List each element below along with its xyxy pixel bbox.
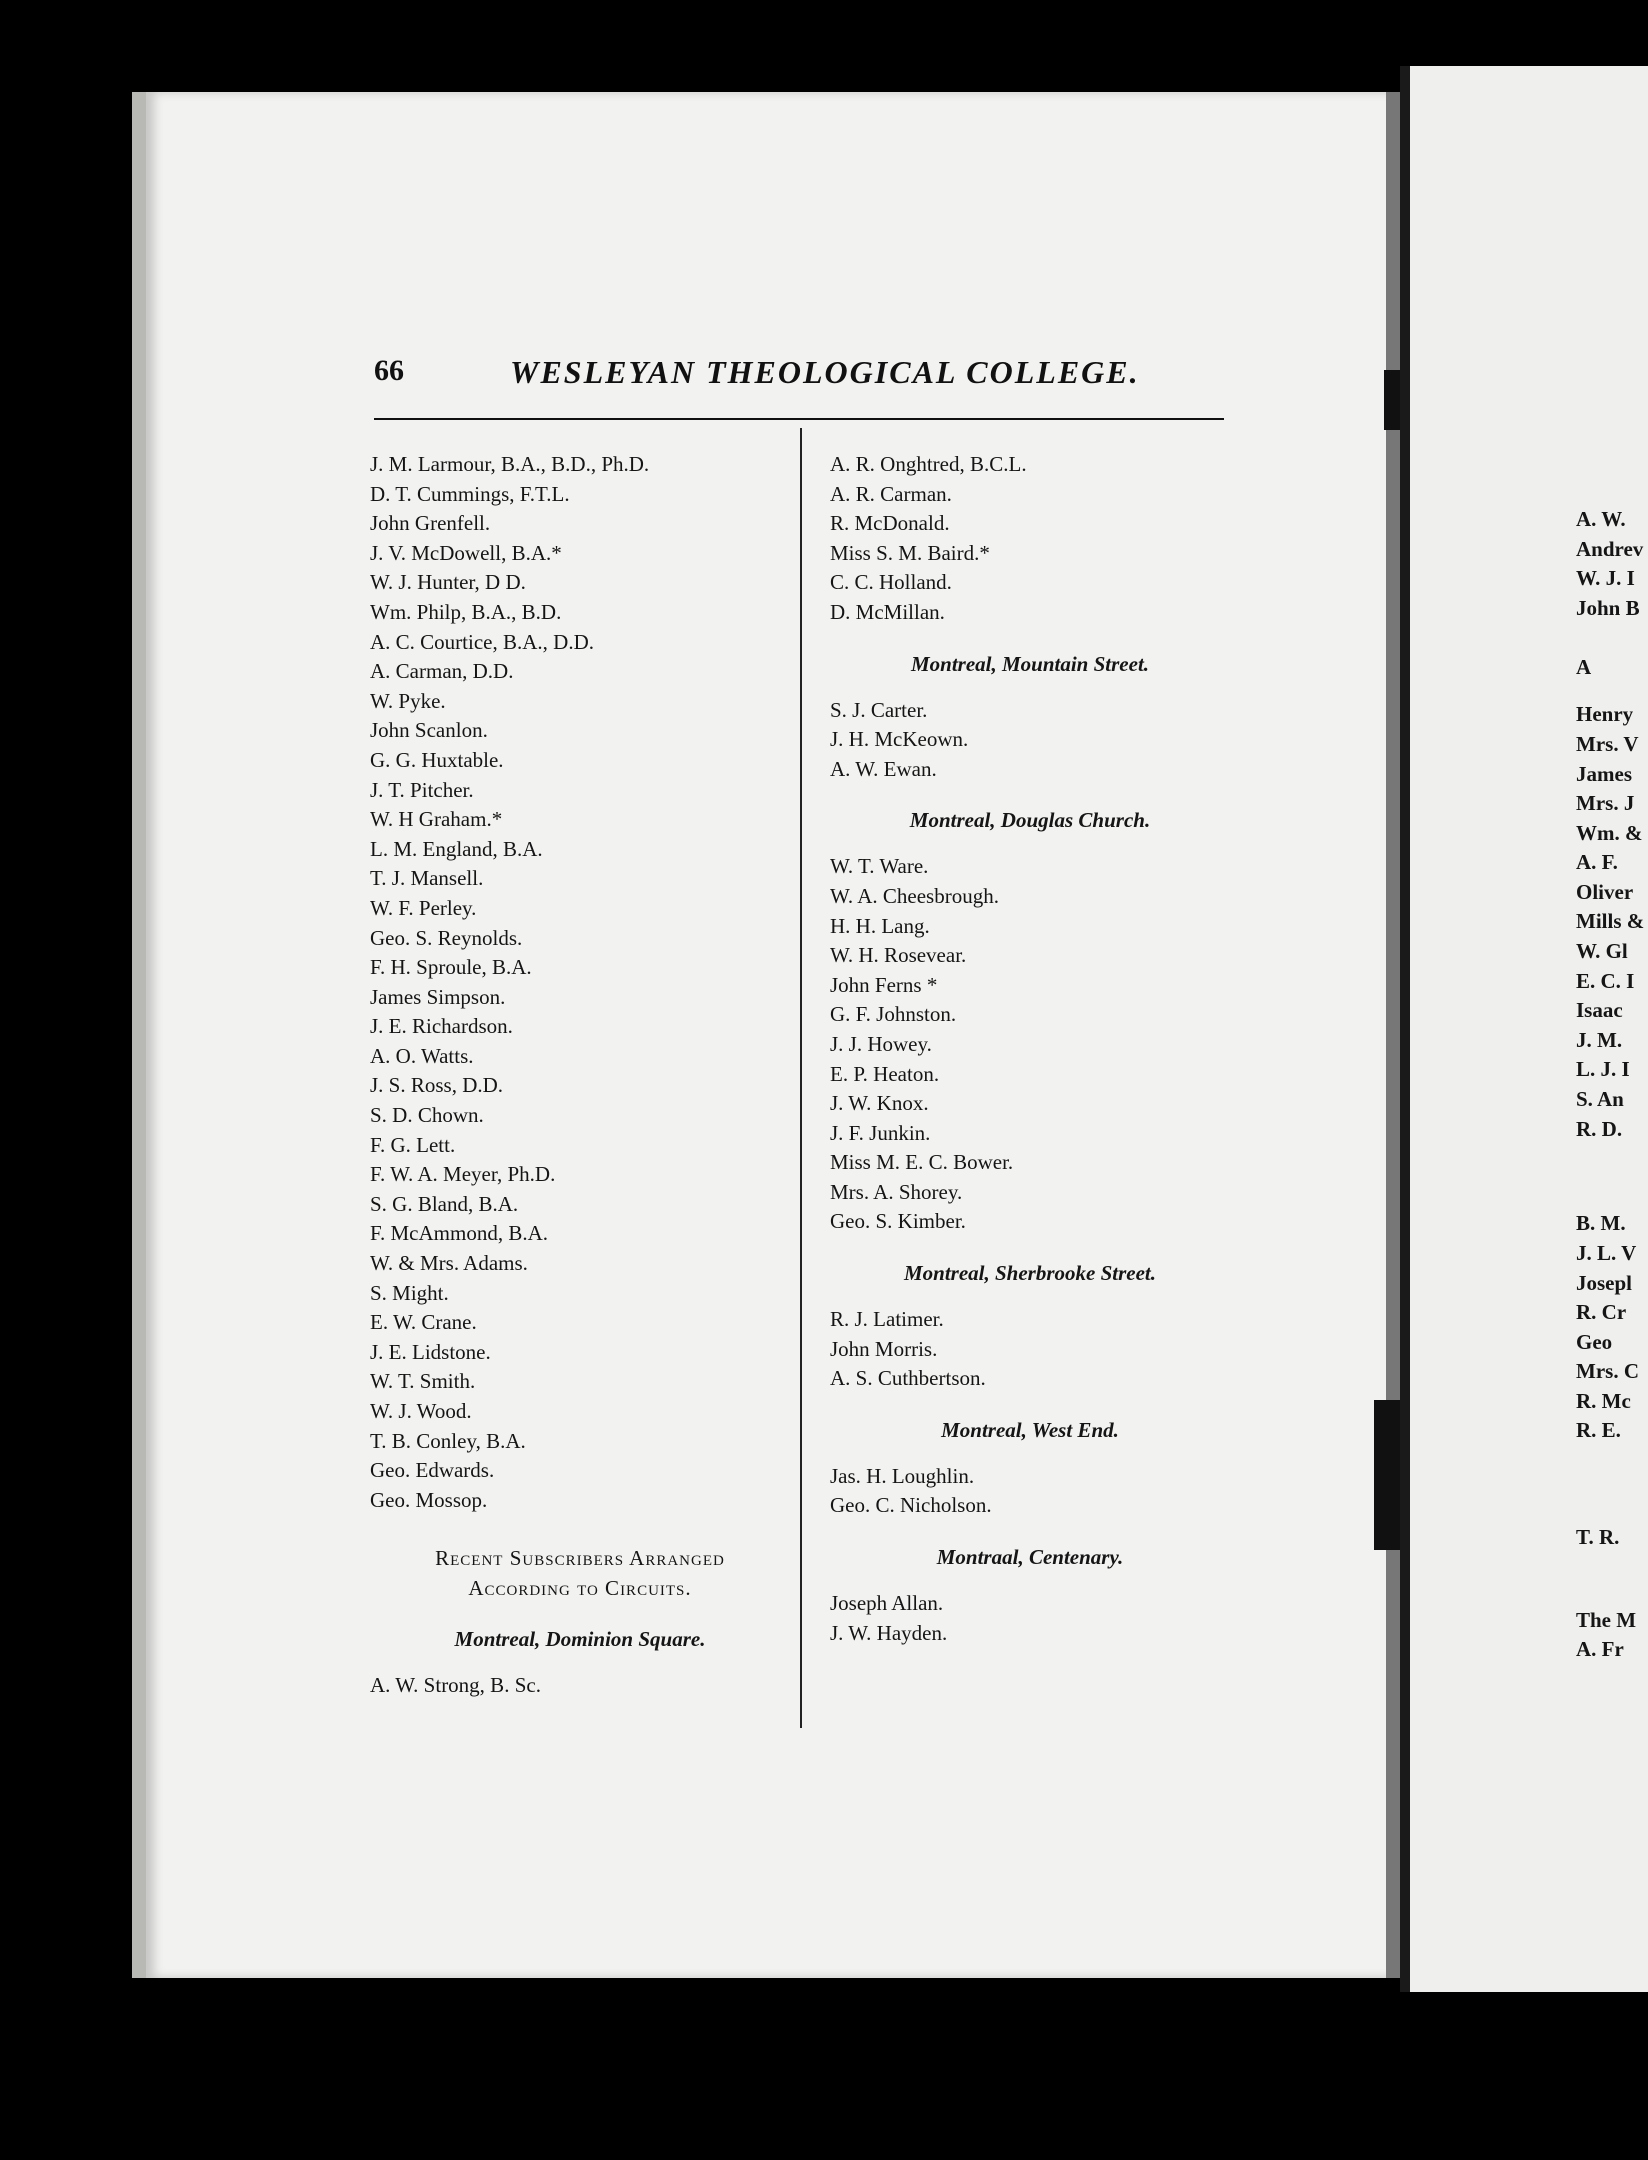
subscriber-name: A. O. Watts. bbox=[370, 1043, 474, 1068]
subscriber-name: Miss S. M. Baird.* bbox=[830, 540, 990, 565]
subscriber-name: J. F. Junkin. bbox=[830, 1120, 931, 1145]
facing-page-fragment: Mills & bbox=[1576, 909, 1645, 934]
subscriber-name: Geo. S. Kimber. bbox=[830, 1209, 966, 1234]
subscriber-name: W. H Graham.* bbox=[370, 807, 503, 832]
right-column bbox=[830, 450, 1230, 1648]
facing-page-fragment: B. M. bbox=[1576, 1211, 1626, 1236]
facing-page-fragment: Mrs. V bbox=[1576, 731, 1639, 756]
subscriber-name: T. B. Conley, B.A. bbox=[370, 1428, 526, 1453]
circuit-heading-centenary: Montraal, Centenary. bbox=[936, 1545, 1124, 1570]
subscriber-name: L. M. England, B.A. bbox=[370, 836, 543, 861]
circuit-list bbox=[370, 1671, 770, 1701]
facing-page-fragment: R. E. bbox=[1576, 1418, 1621, 1443]
section-heading bbox=[370, 1543, 790, 1603]
subscriber-name: A. C. Courtice, B.A., D.D. bbox=[370, 629, 594, 654]
subscriber-list bbox=[370, 450, 770, 1515]
subscriber-name: J. H. McKeown. bbox=[830, 727, 969, 752]
subscriber-name: A. S. Cuthbertson. bbox=[830, 1366, 986, 1391]
subscriber-name: J. W. Hayden. bbox=[830, 1620, 948, 1645]
facing-page-fragment: John B bbox=[1576, 595, 1640, 620]
facing-page-fragment: Mrs. J bbox=[1576, 791, 1635, 816]
subscriber-name: John Ferns * bbox=[830, 972, 938, 997]
facing-page-fragment: Oliver bbox=[1576, 879, 1634, 904]
subscriber-name: W. H. Rosevear. bbox=[830, 943, 967, 968]
subscriber-name: W. & Mrs. Adams. bbox=[370, 1251, 528, 1276]
subscriber-name: Geo. Mossop. bbox=[370, 1487, 488, 1512]
facing-page-fragment: Andrev bbox=[1576, 536, 1644, 561]
subscriber-name: Geo. Edwards. bbox=[370, 1458, 495, 1483]
subscriber-name: S. D. Chown. bbox=[370, 1103, 484, 1128]
subscriber-name: D. T. Cummings, F.T.L. bbox=[370, 481, 570, 506]
subscriber-name: W. F. Perley. bbox=[370, 895, 477, 920]
subscriber-name: W. T. Ware. bbox=[830, 854, 929, 879]
subscriber-name: A. W. Strong, B. Sc. bbox=[370, 1673, 541, 1698]
subscriber-name: D. McMillan. bbox=[830, 599, 945, 624]
subscriber-name: J. E. Lidstone. bbox=[370, 1339, 491, 1364]
subscriber-name: E. W. Crane. bbox=[370, 1310, 477, 1335]
subscriber-name: W. J. Hunter, D D. bbox=[370, 570, 526, 595]
subscriber-name: Joseph Allan. bbox=[830, 1591, 944, 1616]
facing-page-fragment: L. J. I bbox=[1576, 1057, 1630, 1082]
subscriber-name: A. Carman, D.D. bbox=[370, 659, 514, 684]
subscriber-name: John Scanlon. bbox=[370, 718, 488, 743]
subscriber-name: J. J. Howey. bbox=[830, 1031, 932, 1056]
facing-page-fragment: Isaac bbox=[1576, 998, 1623, 1023]
subscriber-name: F. G. Lett. bbox=[370, 1132, 456, 1157]
facing-page-fragment: Henry bbox=[1576, 702, 1634, 727]
subscriber-name: J. M. Larmour, B.A., B.D., Ph.D. bbox=[370, 452, 650, 476]
subscriber-name: James Simpson. bbox=[370, 984, 506, 1009]
circuit-heading-douglas: Montreal, Douglas Church. bbox=[909, 808, 1151, 833]
subscriber-name: W. A. Cheesbrough. bbox=[830, 883, 999, 908]
subscriber-name: S. Might. bbox=[370, 1280, 449, 1305]
header-rule bbox=[374, 418, 1224, 420]
subscriber-name: W. T. Smith. bbox=[370, 1369, 476, 1394]
subscriber-name: John Grenfell. bbox=[370, 511, 491, 536]
subscriber-name: J. S. Ross, D.D. bbox=[370, 1073, 504, 1098]
circuit-heading-sherbrooke: Montreal, Sherbrooke Street. bbox=[903, 1261, 1157, 1286]
facing-page-fragment: A bbox=[1576, 654, 1592, 679]
circuit-list bbox=[830, 696, 1230, 785]
facing-page-text bbox=[1576, 505, 1644, 1665]
facing-page-fragment: J. M. bbox=[1576, 1027, 1623, 1052]
circuit-list bbox=[830, 1589, 1230, 1648]
subscriber-name: Geo. S. Reynolds. bbox=[370, 925, 523, 950]
facing-page-fragment: Mrs. C bbox=[1576, 1359, 1639, 1384]
circuit-heading-westend: Montreal, West End. bbox=[941, 1417, 1119, 1442]
subscriber-name: C. C. Holland. bbox=[830, 570, 952, 595]
subscriber-name: Wm. Philp, B.A., B.D. bbox=[370, 599, 562, 624]
page-number: 66 bbox=[374, 354, 404, 387]
subscriber-name: Jas. H. Loughlin. bbox=[830, 1463, 975, 1488]
running-title: WESLEYAN THEOLOGICAL COLLEGE. bbox=[510, 354, 1140, 390]
circuit-list bbox=[830, 1462, 1230, 1521]
circuit-heading-mountain: Montreal, Mountain Street. bbox=[910, 651, 1150, 676]
subscriber-name: J. T. Pitcher. bbox=[370, 777, 474, 802]
subscriber-name: R. McDonald. bbox=[830, 511, 950, 536]
subscriber-name: E. P. Heaton. bbox=[830, 1061, 940, 1086]
subscriber-name: H. H. Lang. bbox=[830, 913, 930, 938]
facing-page-fragment: R. Cr bbox=[1576, 1300, 1627, 1325]
subscriber-name: John Morris. bbox=[830, 1336, 938, 1361]
subscriber-name: G. F. Johnston. bbox=[830, 1002, 957, 1027]
subscriber-name: T. J. Mansell. bbox=[370, 866, 484, 891]
facing-page-fragment: A. F. bbox=[1576, 850, 1618, 875]
subscriber-name: F. H. Sproule, B.A. bbox=[370, 955, 532, 980]
page-header bbox=[374, 354, 1224, 404]
subscriber-name: R. J. Latimer. bbox=[830, 1307, 944, 1332]
facing-page-fragment: E. C. I bbox=[1576, 968, 1635, 993]
facing-page-fragment: J. L. V bbox=[1576, 1240, 1637, 1265]
facing-page-fragment: A. Fr bbox=[1576, 1637, 1624, 1662]
facing-page-fragment: R. Mc bbox=[1576, 1388, 1631, 1413]
facing-page-fragment: W. Gl bbox=[1576, 939, 1628, 964]
subscriber-list bbox=[830, 450, 1230, 628]
subscriber-name: S. J. Carter. bbox=[830, 697, 928, 722]
subscriber-name: A. R. Carman. bbox=[830, 481, 952, 506]
circuit-list bbox=[830, 1305, 1230, 1394]
facing-page-fragment: R. D. bbox=[1576, 1116, 1623, 1141]
facing-page-fragment: The M bbox=[1576, 1607, 1637, 1632]
column-divider bbox=[800, 428, 802, 1728]
subscriber-name: J. V. McDowell, B.A.* bbox=[370, 540, 562, 565]
subscriber-name: F. McAmmond, B.A. bbox=[370, 1221, 548, 1246]
facing-page-fragment: Geo bbox=[1576, 1329, 1613, 1354]
subscriber-name: Mrs. A. Shorey. bbox=[830, 1179, 963, 1204]
facing-page-fragment: Wm. & bbox=[1576, 820, 1643, 845]
facing-page-fragment: A. W. bbox=[1576, 507, 1626, 531]
facing-page-fragment: Josepl bbox=[1576, 1270, 1633, 1295]
facing-page-fragment: James bbox=[1576, 761, 1632, 786]
subscriber-name: Geo. C. Nicholson. bbox=[830, 1493, 992, 1518]
facing-page-fragment: S. An bbox=[1576, 1087, 1624, 1112]
circuit-list bbox=[830, 852, 1230, 1237]
subscriber-name: W. Pyke. bbox=[370, 688, 446, 713]
left-column bbox=[370, 450, 770, 1701]
subscriber-name: A. R. Onghtred, B.C.L. bbox=[830, 452, 1027, 476]
subscriber-name: Miss M. E. C. Bower. bbox=[830, 1150, 1014, 1175]
section-heading-line: According to Circuits. bbox=[468, 1576, 692, 1601]
subscriber-name: J. W. Knox. bbox=[830, 1091, 929, 1116]
facing-page-fragment: W. J. I bbox=[1576, 566, 1635, 591]
subscriber-name: A. W. Ewan. bbox=[830, 756, 937, 781]
circuit-heading-dominion: Montreal, Dominion Square. bbox=[454, 1627, 706, 1652]
facing-page-fragment: T. R. bbox=[1576, 1525, 1620, 1550]
subscriber-name: G. G. Huxtable. bbox=[370, 747, 504, 772]
subscriber-name: J. E. Richardson. bbox=[370, 1014, 513, 1039]
subscriber-name: W. J. Wood. bbox=[370, 1399, 472, 1423]
section-heading-line: Recent Subscribers Arranged bbox=[435, 1546, 725, 1571]
subscriber-name: S. G. Bland, B.A. bbox=[370, 1191, 519, 1216]
subscriber-name: F. W. A. Meyer, Ph.D. bbox=[370, 1162, 556, 1187]
